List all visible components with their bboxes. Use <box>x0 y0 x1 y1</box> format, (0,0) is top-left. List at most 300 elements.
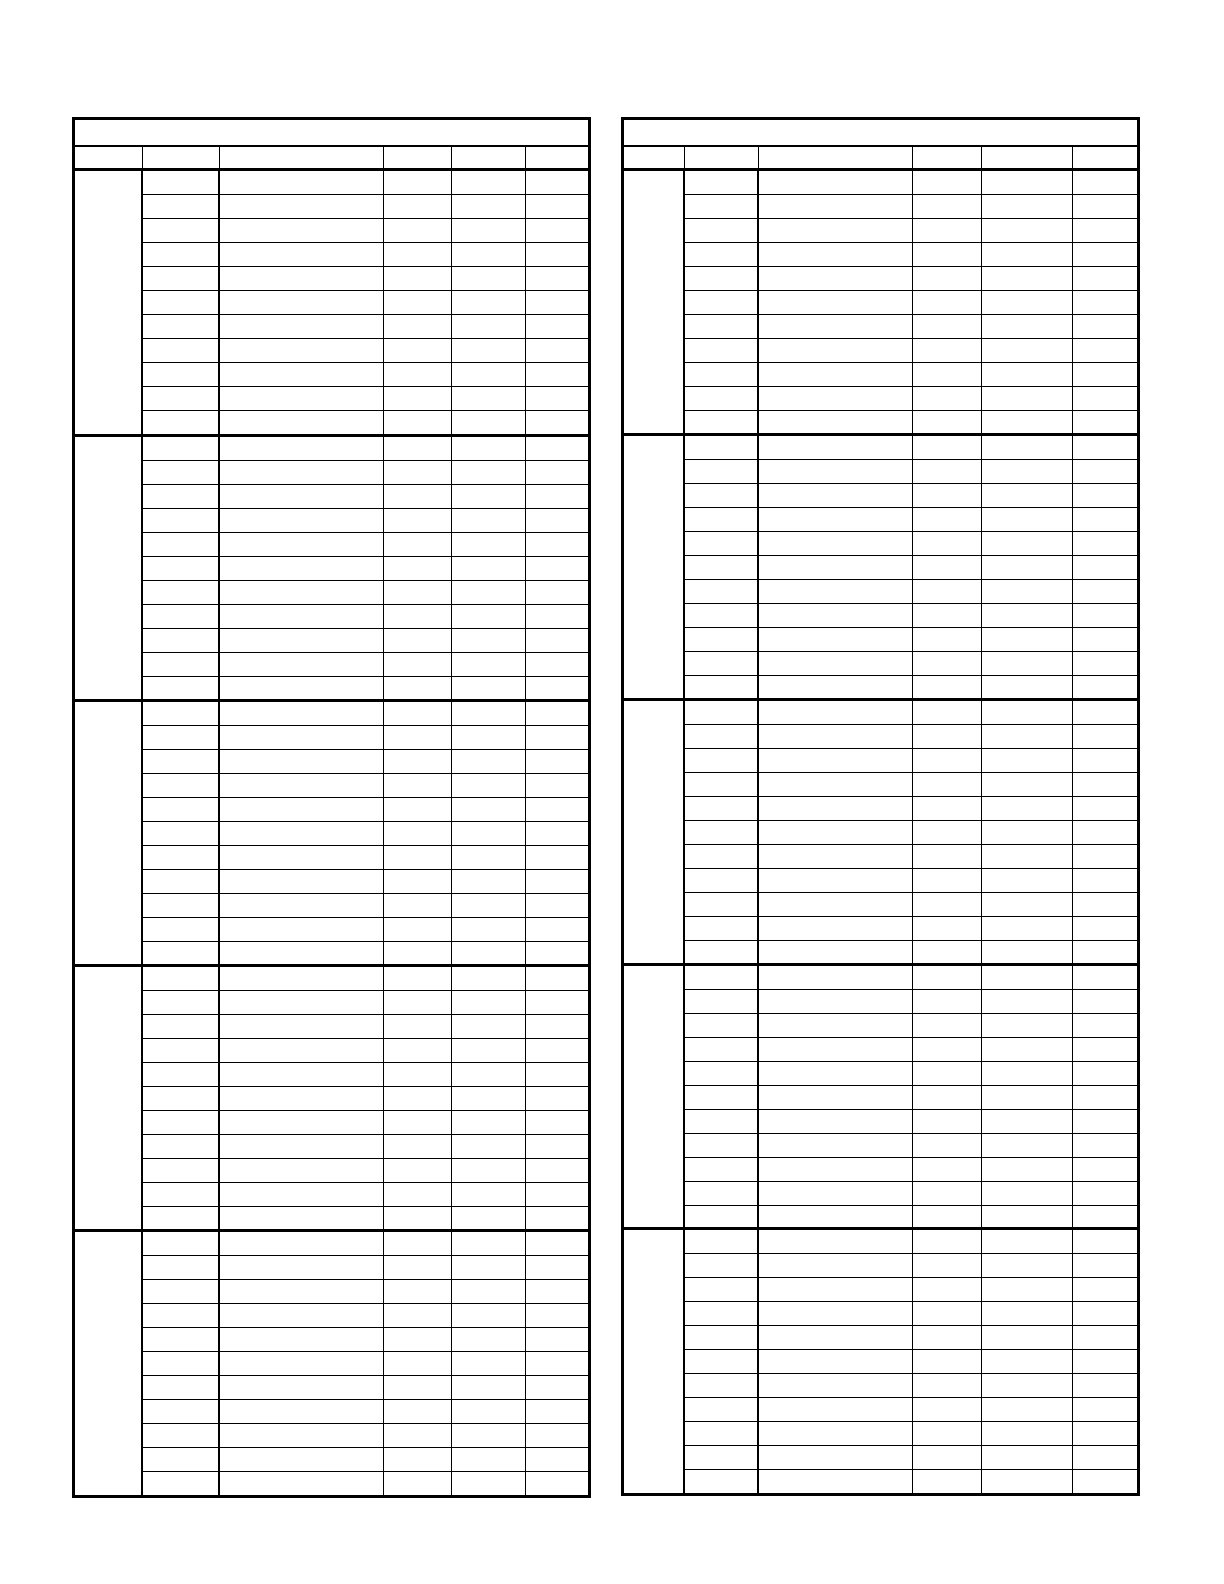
table-cell[interactable] <box>143 726 220 749</box>
table-cell[interactable] <box>1073 484 1137 507</box>
table-cell[interactable] <box>913 676 982 700</box>
table-cell[interactable] <box>685 676 759 700</box>
table-cell[interactable] <box>143 581 220 604</box>
table-cell[interactable] <box>143 171 220 194</box>
table-cell[interactable] <box>685 628 759 651</box>
table-cell[interactable] <box>1073 749 1137 772</box>
table-cell[interactable] <box>143 291 220 314</box>
table-cell[interactable] <box>685 1374 759 1397</box>
table-cell[interactable] <box>1073 1470 1137 1494</box>
table-cell[interactable] <box>685 1158 759 1181</box>
table-cell[interactable] <box>1073 219 1137 242</box>
table-cell[interactable] <box>913 1278 982 1301</box>
table-cell[interactable] <box>526 1207 588 1231</box>
table-cell[interactable] <box>143 870 220 893</box>
table-cell[interactable] <box>913 917 982 940</box>
table-cell[interactable] <box>982 1086 1073 1109</box>
table-cell[interactable] <box>685 267 759 290</box>
table-cell[interactable] <box>220 291 384 314</box>
table-cell[interactable] <box>220 533 384 556</box>
table-cell[interactable] <box>982 580 1073 603</box>
table-cell[interactable] <box>759 243 913 266</box>
table-cell[interactable] <box>982 508 1073 531</box>
table-cell[interactable] <box>982 171 1073 194</box>
table-cell[interactable] <box>1073 1182 1137 1205</box>
table-cell[interactable] <box>1073 436 1137 459</box>
table-cell[interactable] <box>526 605 588 628</box>
table-cell[interactable] <box>220 726 384 749</box>
table-cell[interactable] <box>220 437 384 460</box>
table-cell[interactable] <box>1073 1350 1137 1373</box>
table-cell[interactable] <box>143 363 220 386</box>
table-cell[interactable] <box>143 774 220 797</box>
table-cell[interactable] <box>1073 580 1137 603</box>
table-cell[interactable] <box>220 1328 384 1351</box>
table-cell[interactable] <box>1073 917 1137 940</box>
table-cell[interactable] <box>759 1326 913 1349</box>
table-cell[interactable] <box>452 798 526 821</box>
table-cell[interactable] <box>220 1063 384 1086</box>
table-cell[interactable] <box>982 315 1073 338</box>
table-cell[interactable] <box>913 171 982 194</box>
table-cell[interactable] <box>759 990 913 1013</box>
table-cell[interactable] <box>685 1302 759 1325</box>
table-cell[interactable] <box>526 195 588 218</box>
table-cell[interactable] <box>526 291 588 314</box>
table-cell[interactable] <box>1073 1302 1137 1325</box>
table-cell[interactable] <box>982 652 1073 675</box>
table-cell[interactable] <box>143 461 220 484</box>
table-cell[interactable] <box>685 195 759 218</box>
table-cell[interactable] <box>384 1352 452 1375</box>
table-cell[interactable] <box>526 1256 588 1279</box>
table-cell[interactable] <box>526 798 588 821</box>
table-cell[interactable] <box>913 1350 982 1373</box>
table-cell[interactable] <box>452 1087 526 1110</box>
table-cell[interactable] <box>759 1254 913 1277</box>
table-cell[interactable] <box>452 1183 526 1206</box>
table-cell[interactable] <box>913 941 982 965</box>
table-cell[interactable] <box>526 1304 588 1327</box>
table-cell[interactable] <box>220 315 384 338</box>
table-cell[interactable] <box>759 966 913 989</box>
table-cell[interactable] <box>526 750 588 773</box>
table-cell[interactable] <box>384 315 452 338</box>
table-cell[interactable] <box>220 1424 384 1447</box>
table-cell[interactable] <box>982 1182 1073 1205</box>
table-cell[interactable] <box>759 171 913 194</box>
table-cell[interactable] <box>913 1158 982 1181</box>
table-cell[interactable] <box>685 1038 759 1061</box>
table-cell[interactable] <box>526 846 588 869</box>
table-cell[interactable] <box>1073 773 1137 796</box>
table-cell[interactable] <box>685 845 759 868</box>
table-cell[interactable] <box>913 1326 982 1349</box>
table-cell[interactable] <box>1073 171 1137 194</box>
table-cell[interactable] <box>759 1110 913 1133</box>
table-cell[interactable] <box>143 918 220 941</box>
table-cell[interactable] <box>982 1326 1073 1349</box>
table-cell[interactable] <box>685 243 759 266</box>
table-cell[interactable] <box>1073 508 1137 531</box>
table-cell[interactable] <box>220 461 384 484</box>
table-cell[interactable] <box>526 581 588 604</box>
table-cell[interactable] <box>143 1376 220 1399</box>
table-cell[interactable] <box>143 267 220 290</box>
table-cell[interactable] <box>685 652 759 675</box>
table-cell[interactable] <box>685 1014 759 1037</box>
table-cell[interactable] <box>1073 363 1137 386</box>
table-cell[interactable] <box>452 267 526 290</box>
table-cell[interactable] <box>982 1398 1073 1421</box>
table-cell[interactable] <box>913 869 982 892</box>
table-cell[interactable] <box>384 1087 452 1110</box>
table-cell[interactable] <box>1073 1398 1137 1421</box>
table-cell[interactable] <box>685 460 759 483</box>
table-cell[interactable] <box>1073 1326 1137 1349</box>
table-cell[interactable] <box>384 291 452 314</box>
table-cell[interactable] <box>685 1446 759 1469</box>
table-cell[interactable] <box>143 1183 220 1206</box>
table-cell[interactable] <box>526 1448 588 1471</box>
table-cell[interactable] <box>982 701 1073 724</box>
table-cell[interactable] <box>452 219 526 242</box>
table-cell[interactable] <box>143 1207 220 1231</box>
table-cell[interactable] <box>982 941 1073 965</box>
table-cell[interactable] <box>452 1063 526 1086</box>
table-cell[interactable] <box>982 966 1073 989</box>
table-cell[interactable] <box>982 917 1073 940</box>
table-cell[interactable] <box>526 726 588 749</box>
table-cell[interactable] <box>452 1015 526 1038</box>
table-cell[interactable] <box>982 1278 1073 1301</box>
table-cell[interactable] <box>685 749 759 772</box>
table-cell[interactable] <box>1073 604 1137 627</box>
table-cell[interactable] <box>1073 315 1137 338</box>
table-cell[interactable] <box>685 1086 759 1109</box>
table-cell[interactable] <box>913 1038 982 1061</box>
table-cell[interactable] <box>913 1110 982 1133</box>
table-cell[interactable] <box>143 1135 220 1158</box>
table-cell[interactable] <box>1073 267 1137 290</box>
table-cell[interactable] <box>913 219 982 242</box>
table-cell[interactable] <box>384 1183 452 1206</box>
table-cell[interactable] <box>220 942 384 966</box>
table-cell[interactable] <box>526 1039 588 1062</box>
table-cell[interactable] <box>913 821 982 844</box>
table-cell[interactable] <box>759 1158 913 1181</box>
table-cell[interactable] <box>452 437 526 460</box>
table-cell[interactable] <box>452 291 526 314</box>
table-cell[interactable] <box>685 604 759 627</box>
table-cell[interactable] <box>143 894 220 917</box>
table-cell[interactable] <box>452 677 526 701</box>
table-cell[interactable] <box>384 1063 452 1086</box>
table-cell[interactable] <box>143 243 220 266</box>
table-cell[interactable] <box>526 1183 588 1206</box>
table-cell[interactable] <box>913 1206 982 1230</box>
table-cell[interactable] <box>1073 1230 1137 1253</box>
table-cell[interactable] <box>1073 195 1137 218</box>
table-cell[interactable] <box>143 702 220 725</box>
table-cell[interactable] <box>913 1230 982 1253</box>
table-cell[interactable] <box>384 942 452 966</box>
table-cell[interactable] <box>685 1062 759 1085</box>
table-cell[interactable] <box>685 1350 759 1373</box>
table-cell[interactable] <box>982 532 1073 555</box>
table-cell[interactable] <box>384 1400 452 1423</box>
table-cell[interactable] <box>220 1207 384 1231</box>
table-cell[interactable] <box>526 822 588 845</box>
table-cell[interactable] <box>220 1232 384 1255</box>
table-cell[interactable] <box>143 1063 220 1086</box>
table-cell[interactable] <box>220 1159 384 1182</box>
table-cell[interactable] <box>982 1302 1073 1325</box>
table-cell[interactable] <box>526 411 588 435</box>
table-cell[interactable] <box>759 652 913 675</box>
table-cell[interactable] <box>913 1182 982 1205</box>
table-cell[interactable] <box>759 195 913 218</box>
table-cell[interactable] <box>143 411 220 435</box>
table-cell[interactable] <box>452 1304 526 1327</box>
table-cell[interactable] <box>982 363 1073 386</box>
table-cell[interactable] <box>220 702 384 725</box>
table-cell[interactable] <box>220 605 384 628</box>
table-cell[interactable] <box>982 1230 1073 1253</box>
table-cell[interactable] <box>526 243 588 266</box>
table-cell[interactable] <box>1073 1014 1137 1037</box>
table-cell[interactable] <box>220 822 384 845</box>
table-cell[interactable] <box>384 1376 452 1399</box>
table-cell[interactable] <box>220 1039 384 1062</box>
table-cell[interactable] <box>384 1448 452 1471</box>
table-cell[interactable] <box>759 508 913 531</box>
table-cell[interactable] <box>982 893 1073 916</box>
table-cell[interactable] <box>384 1159 452 1182</box>
table-cell[interactable] <box>452 967 526 990</box>
table-cell[interactable] <box>759 725 913 748</box>
table-cell[interactable] <box>982 1110 1073 1133</box>
table-cell[interactable] <box>982 484 1073 507</box>
table-cell[interactable] <box>384 1280 452 1303</box>
table-cell[interactable] <box>452 822 526 845</box>
table-cell[interactable] <box>220 171 384 194</box>
table-cell[interactable] <box>220 1304 384 1327</box>
table-cell[interactable] <box>220 846 384 869</box>
table-cell[interactable] <box>685 508 759 531</box>
table-cell[interactable] <box>452 629 526 652</box>
table-cell[interactable] <box>982 436 1073 459</box>
table-cell[interactable] <box>384 822 452 845</box>
table-cell[interactable] <box>1073 1206 1137 1230</box>
table-cell[interactable] <box>685 580 759 603</box>
table-cell[interactable] <box>1073 460 1137 483</box>
table-cell[interactable] <box>384 243 452 266</box>
table-cell[interactable] <box>452 1352 526 1375</box>
table-cell[interactable] <box>384 195 452 218</box>
table-cell[interactable] <box>526 533 588 556</box>
table-cell[interactable] <box>982 1014 1073 1037</box>
table-cell[interactable] <box>220 653 384 676</box>
table-cell[interactable] <box>982 1206 1073 1230</box>
table-cell[interactable] <box>220 1183 384 1206</box>
table-cell[interactable] <box>913 1086 982 1109</box>
table-cell[interactable] <box>685 1398 759 1421</box>
table-cell[interactable] <box>1073 1086 1137 1109</box>
table-cell[interactable] <box>220 967 384 990</box>
table-cell[interactable] <box>220 1135 384 1158</box>
table-cell[interactable] <box>452 195 526 218</box>
table-cell[interactable] <box>685 1134 759 1157</box>
table-cell[interactable] <box>220 629 384 652</box>
table-cell[interactable] <box>759 315 913 338</box>
table-cell[interactable] <box>685 484 759 507</box>
table-cell[interactable] <box>143 1015 220 1038</box>
table-cell[interactable] <box>685 1422 759 1445</box>
table-cell[interactable] <box>1073 556 1137 579</box>
table-cell[interactable] <box>913 363 982 386</box>
table-cell[interactable] <box>913 532 982 555</box>
table-cell[interactable] <box>982 1038 1073 1061</box>
table-cell[interactable] <box>143 1472 220 1496</box>
table-cell[interactable] <box>384 339 452 362</box>
table-cell[interactable] <box>759 676 913 700</box>
table-cell[interactable] <box>384 991 452 1014</box>
table-cell[interactable] <box>526 894 588 917</box>
table-cell[interactable] <box>384 1328 452 1351</box>
table-cell[interactable] <box>384 918 452 941</box>
table-cell[interactable] <box>759 1350 913 1373</box>
table-cell[interactable] <box>982 725 1073 748</box>
table-cell[interactable] <box>143 822 220 845</box>
table-cell[interactable] <box>220 750 384 773</box>
table-cell[interactable] <box>685 893 759 916</box>
table-cell[interactable] <box>759 797 913 820</box>
table-cell[interactable] <box>759 845 913 868</box>
table-cell[interactable] <box>982 749 1073 772</box>
table-cell[interactable] <box>526 267 588 290</box>
table-cell[interactable] <box>143 605 220 628</box>
table-cell[interactable] <box>982 869 1073 892</box>
table-cell[interactable] <box>452 1448 526 1471</box>
table-cell[interactable] <box>452 605 526 628</box>
table-cell[interactable] <box>384 219 452 242</box>
table-cell[interactable] <box>759 628 913 651</box>
table-cell[interactable] <box>759 1374 913 1397</box>
table-cell[interactable] <box>913 797 982 820</box>
table-cell[interactable] <box>913 339 982 362</box>
table-cell[interactable] <box>982 460 1073 483</box>
table-cell[interactable] <box>452 533 526 556</box>
table-cell[interactable] <box>913 893 982 916</box>
table-cell[interactable] <box>685 315 759 338</box>
table-cell[interactable] <box>982 1062 1073 1085</box>
table-cell[interactable] <box>143 1328 220 1351</box>
table-cell[interactable] <box>1073 1254 1137 1277</box>
table-cell[interactable] <box>384 750 452 773</box>
table-cell[interactable] <box>220 677 384 701</box>
table-cell[interactable] <box>143 1304 220 1327</box>
table-cell[interactable] <box>913 773 982 796</box>
table-cell[interactable] <box>526 942 588 966</box>
table-cell[interactable] <box>982 1446 1073 1469</box>
table-cell[interactable] <box>685 291 759 314</box>
table-cell[interactable] <box>913 1062 982 1085</box>
table-cell[interactable] <box>759 1182 913 1205</box>
table-cell[interactable] <box>384 870 452 893</box>
table-cell[interactable] <box>143 629 220 652</box>
table-cell[interactable] <box>220 1280 384 1303</box>
table-cell[interactable] <box>685 171 759 194</box>
table-cell[interactable] <box>685 821 759 844</box>
table-cell[interactable] <box>220 894 384 917</box>
table-cell[interactable] <box>1073 1278 1137 1301</box>
table-cell[interactable] <box>384 677 452 701</box>
table-cell[interactable] <box>526 1280 588 1303</box>
table-cell[interactable] <box>759 1422 913 1445</box>
table-cell[interactable] <box>452 509 526 532</box>
table-cell[interactable] <box>452 846 526 869</box>
table-cell[interactable] <box>685 436 759 459</box>
table-cell[interactable] <box>759 701 913 724</box>
table-cell[interactable] <box>452 1472 526 1496</box>
table-cell[interactable] <box>384 533 452 556</box>
table-cell[interactable] <box>982 845 1073 868</box>
table-cell[interactable] <box>143 677 220 701</box>
table-cell[interactable] <box>452 1280 526 1303</box>
table-cell[interactable] <box>143 509 220 532</box>
table-cell[interactable] <box>1073 532 1137 555</box>
table-cell[interactable] <box>452 1159 526 1182</box>
table-cell[interactable] <box>384 1015 452 1038</box>
table-cell[interactable] <box>526 702 588 725</box>
table-cell[interactable] <box>452 894 526 917</box>
table-cell[interactable] <box>384 894 452 917</box>
table-cell[interactable] <box>759 460 913 483</box>
table-cell[interactable] <box>685 363 759 386</box>
table-cell[interactable] <box>526 1015 588 1038</box>
table-cell[interactable] <box>384 702 452 725</box>
table-cell[interactable] <box>452 1328 526 1351</box>
table-cell[interactable] <box>384 1135 452 1158</box>
table-cell[interactable] <box>143 195 220 218</box>
table-cell[interactable] <box>1073 821 1137 844</box>
table-cell[interactable] <box>452 870 526 893</box>
table-cell[interactable] <box>526 1328 588 1351</box>
table-cell[interactable] <box>143 339 220 362</box>
table-cell[interactable] <box>384 1232 452 1255</box>
table-cell[interactable] <box>143 1039 220 1062</box>
table-cell[interactable] <box>526 509 588 532</box>
table-cell[interactable] <box>526 1135 588 1158</box>
table-cell[interactable] <box>982 990 1073 1013</box>
table-cell[interactable] <box>982 291 1073 314</box>
table-cell[interactable] <box>526 991 588 1014</box>
table-cell[interactable] <box>982 1134 1073 1157</box>
table-cell[interactable] <box>982 1422 1073 1445</box>
table-cell[interactable] <box>1073 652 1137 675</box>
table-cell[interactable] <box>526 557 588 580</box>
table-cell[interactable] <box>452 1424 526 1447</box>
table-cell[interactable] <box>685 1278 759 1301</box>
table-cell[interactable] <box>759 1134 913 1157</box>
table-cell[interactable] <box>452 1207 526 1231</box>
table-cell[interactable] <box>143 653 220 676</box>
table-cell[interactable] <box>220 798 384 821</box>
table-cell[interactable] <box>526 1400 588 1423</box>
table-cell[interactable] <box>384 363 452 386</box>
table-cell[interactable] <box>452 1111 526 1134</box>
